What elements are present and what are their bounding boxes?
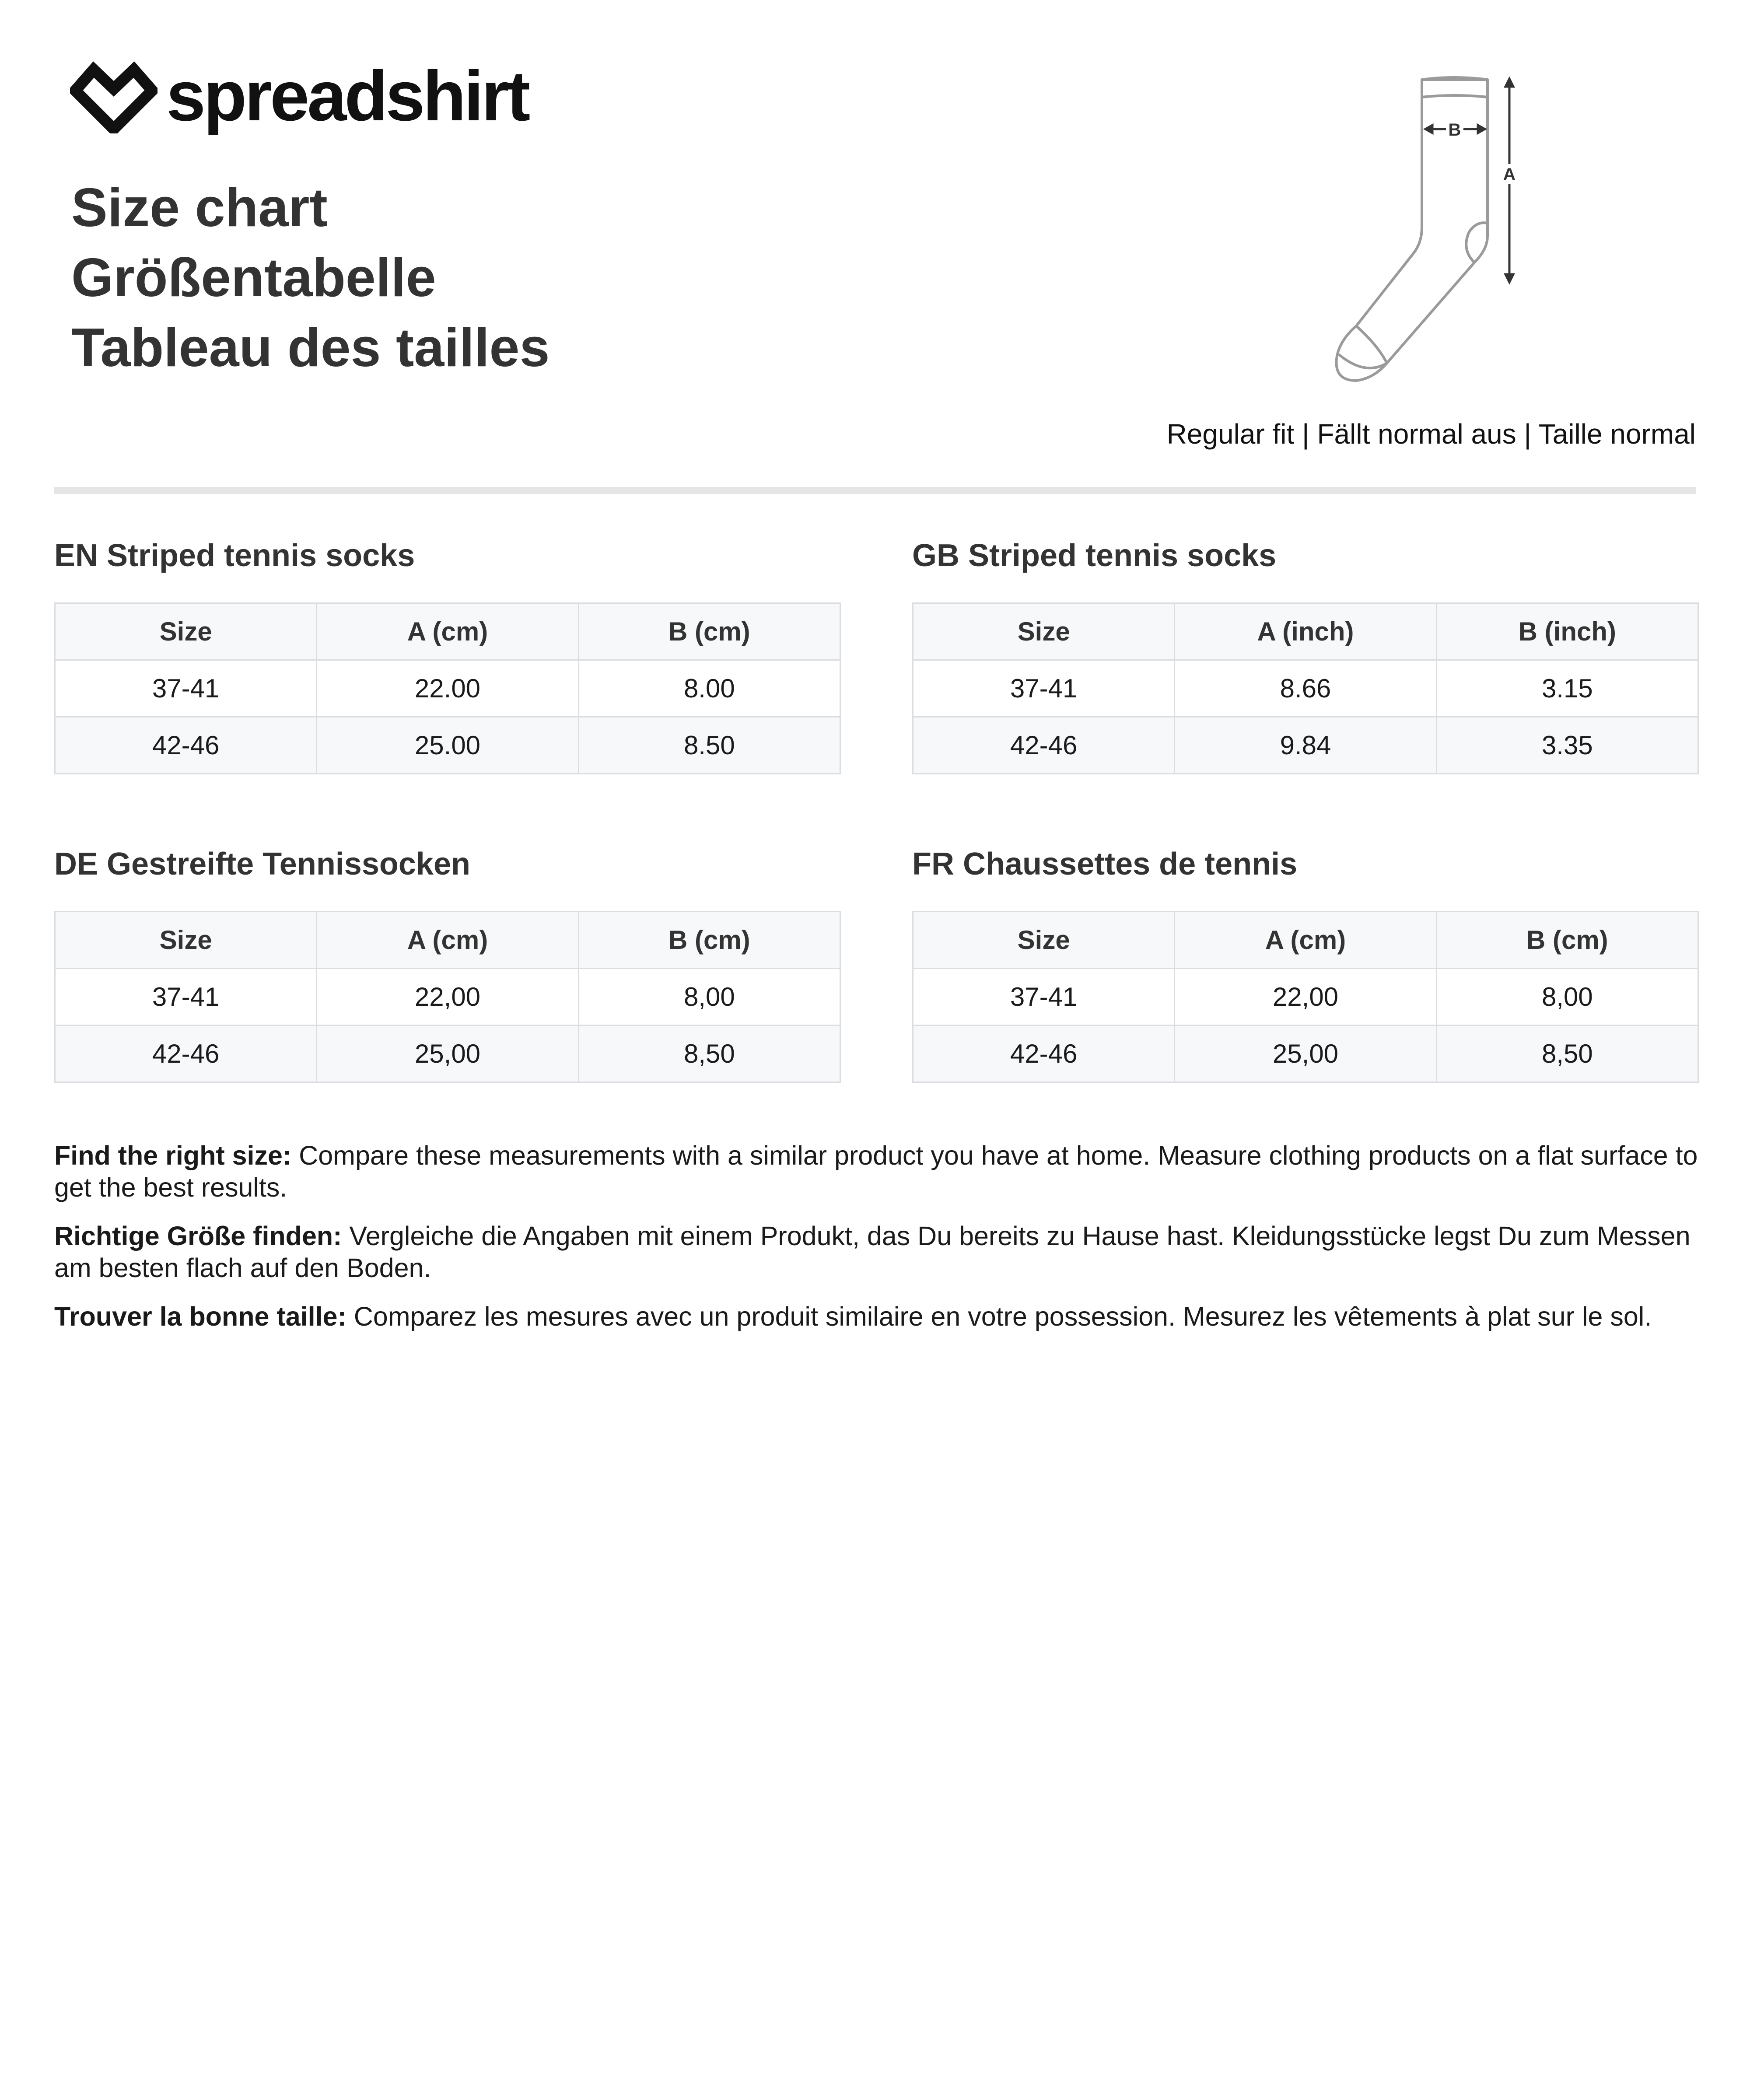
- table-cell: 42-46: [55, 1026, 317, 1082]
- table-row: [913, 717, 1698, 774]
- column-header: A (inch): [1175, 603, 1436, 660]
- table-cell: 8,50: [578, 1026, 840, 1082]
- fit-description: Regular fit | Fällt normal aus | Taille normal: [1166, 418, 1696, 450]
- note-text: Vergleiche die Angaben mit einem Produkt, das Du bereits zu Hause hast. Kleidungsstücke legst Du zum Messen am besten flach auf den Boden.: [54, 1221, 1690, 1283]
- table-row: [55, 969, 840, 1026]
- table-cell: 37-41: [55, 660, 317, 717]
- table-cell: 22,00: [317, 969, 578, 1026]
- table-cell: 8.50: [578, 717, 840, 774]
- table-cell: 22,00: [1175, 969, 1436, 1026]
- table-row: [55, 1026, 840, 1082]
- note-fr: [54, 1301, 1699, 1333]
- column-header: B (cm): [578, 912, 840, 969]
- page-title: [71, 173, 550, 383]
- table-row: [913, 1026, 1698, 1082]
- size-table-de: [54, 844, 841, 1083]
- size-table-fr: [912, 844, 1699, 1083]
- table-cell: 8,00: [1436, 969, 1698, 1026]
- table-cell: 37-41: [913, 660, 1175, 717]
- table-heading: EN Striped tennis socks: [54, 538, 415, 573]
- size-table: [912, 911, 1699, 1083]
- table-cell: 42-46: [913, 1026, 1175, 1082]
- table-cell: 37-41: [913, 969, 1175, 1026]
- label-a: A: [1503, 165, 1516, 184]
- column-header: A (cm): [317, 912, 578, 969]
- table-heading: FR Chaussettes de tennis: [912, 847, 1298, 882]
- table-cell: 22.00: [317, 660, 578, 717]
- table-row: [55, 660, 840, 717]
- size-table: [54, 911, 841, 1083]
- column-header: Size: [55, 603, 317, 660]
- note-label: Find the right size:: [54, 1141, 292, 1170]
- table-heading: DE Gestreifte Tennissocken: [54, 847, 470, 882]
- note-text: Compare these measurements with a similar product you have at home. Measure clothing products on a flat surface to get the best results.: [54, 1141, 1698, 1202]
- heart-diamond-icon: [70, 59, 158, 133]
- table-cell: 3.35: [1436, 717, 1698, 774]
- divider: [54, 487, 1696, 494]
- size-table-gb: [912, 536, 1699, 774]
- column-header: A (cm): [1175, 912, 1436, 969]
- note-label: Richtige Größe finden:: [54, 1221, 342, 1251]
- table-row: [55, 717, 840, 774]
- column-header: A (cm): [317, 603, 578, 660]
- size-table: [54, 602, 841, 774]
- table-cell: 25,00: [317, 1026, 578, 1082]
- column-header: B (cm): [578, 603, 840, 660]
- table-cell: 8,00: [578, 969, 840, 1026]
- column-header: Size: [55, 912, 317, 969]
- label-b: B: [1448, 120, 1461, 140]
- table-row: [913, 969, 1698, 1026]
- column-header: B (inch): [1436, 603, 1698, 660]
- table-cell: 8.00: [578, 660, 840, 717]
- sock-measurement-diagram: [1326, 74, 1536, 389]
- table-cell: 42-46: [913, 717, 1175, 774]
- table-cell: 9.84: [1175, 717, 1436, 774]
- column-header: Size: [913, 912, 1175, 969]
- measurement-notes: [54, 1140, 1699, 1349]
- table-cell: 37-41: [55, 969, 317, 1026]
- brand-logo: [70, 56, 528, 136]
- title-en: Size chart: [71, 178, 328, 238]
- column-header: B (cm): [1436, 912, 1698, 969]
- column-header: Size: [913, 603, 1175, 660]
- size-table: [912, 602, 1699, 774]
- table-header-row: [913, 603, 1698, 660]
- note-en: [54, 1140, 1699, 1204]
- table-cell: 8,50: [1436, 1026, 1698, 1082]
- table-row: [913, 660, 1698, 717]
- table-cell: 25,00: [1175, 1026, 1436, 1082]
- table-header-row: [55, 912, 840, 969]
- title-fr: Tableau des tailles: [71, 318, 550, 378]
- table-header-row: [55, 603, 840, 660]
- brand-name: spreadshirt: [166, 56, 528, 136]
- title-de: Größentabelle: [71, 248, 436, 308]
- note-text: Comparez les mesures avec un produit similaire en votre possession. Mesurez les vêtements à plat sur le sol.: [346, 1302, 1652, 1331]
- table-heading: GB Striped tennis socks: [912, 538, 1277, 573]
- table-cell: 8.66: [1175, 660, 1436, 717]
- table-cell: 3.15: [1436, 660, 1698, 717]
- table-cell: 25.00: [317, 717, 578, 774]
- table-cell: 42-46: [55, 717, 317, 774]
- note-de: [54, 1220, 1699, 1284]
- table-header-row: [913, 912, 1698, 969]
- size-table-en: [54, 536, 841, 774]
- note-label: Trouver la bonne taille:: [54, 1302, 346, 1331]
